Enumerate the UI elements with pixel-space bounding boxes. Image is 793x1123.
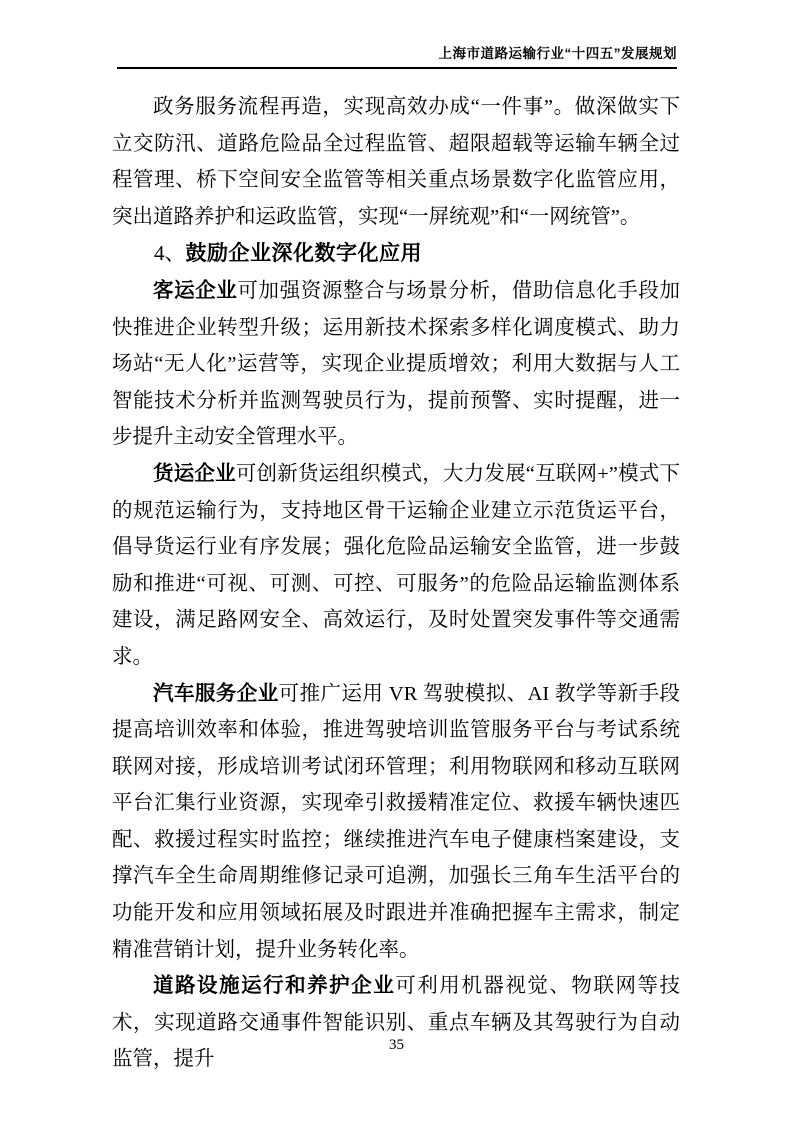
paragraph-passenger-transport (112, 273, 680, 456)
running-header-title: 上海市道路运输行业“十四五”发展规划 (438, 46, 677, 61)
paragraph-lead: 货运企业 (153, 461, 236, 485)
paragraph-text: 可加强资源整合与场景分析，借助信息化手段加快推进企业转型升级；运用新技术探索多样化调度模式、助力场站“无人化”运营等，实现企业提质增效；利用大数据与人工智能技术分析并监测驾驶员行为，提前预警、实时提醒，进一步提升主动安全管理水平。 (112, 279, 681, 449)
section-heading-title: 鼓励企业深化数字化应用 (185, 242, 422, 266)
paragraph-auto-service (112, 676, 680, 969)
paragraph-text: 可利用机器视觉、物联网等技术，实现道路交通事件智能识别、重点车辆及其驾驶行为自动监管，提升 (112, 975, 681, 1071)
page-footer (0, 1036, 793, 1054)
paragraph-road-maintenance (112, 968, 680, 1078)
section-heading-number: 4、 (154, 241, 186, 266)
page-number: 35 (389, 1037, 404, 1053)
paragraph-continuation: 政务服务流程再造，实现高效办成“一件事”。做深做实下立交防汛、道路危险品全过程监管、超限超载等运输车辆全过程管理、桥下空间安全监管等相关重点场景数字化监管应用，突出道路养护和运政监管，实现“一屏统观”和“一网统管”。 (112, 96, 680, 228)
page-body (112, 89, 680, 1078)
paragraph-freight-transport (112, 456, 680, 676)
page-header (117, 42, 677, 69)
section-heading (112, 235, 680, 273)
paragraph-lead: 道路设施运行和养护企业 (153, 974, 396, 998)
paragraph-lead: 汽车服务企业 (153, 681, 279, 705)
paragraph-text: 可推广运用 VR 驾驶模拟、AI 教学等新手段提高培训效率和体验，推进驾驶培训监管服务平台与考试系统联网对接，形成培训考试闭环管理；利用物联网和移动互联网平台汇集行业资源，实现牵引救援精准定位、救援车辆快速匹配、救援过程实时监控；继续推进汽车电子健康档案建设，支撑汽车全生命周期维修记录可追溯，加强长三角车生活平台的功能开发和应用领域拓展及时跟进并准确把握车主需求，制定精准营销计划，提升业务转化率。 (112, 682, 681, 961)
paragraph-lead: 客运企业 (153, 278, 238, 302)
paragraph-text: 可创新货运组织模式，大力发展“互联网+”模式下的规范运输行为，支持地区骨干运输企业建立示范货运平台，倡导货运行业有序发展；强化危险品运输安全监管，进一步鼓励和推进“可视、可测、可控、可服务”的危险品运输监测体系建设，满足路网安全、高效运行，及时处置突发事件等交通需求。 (112, 462, 680, 668)
